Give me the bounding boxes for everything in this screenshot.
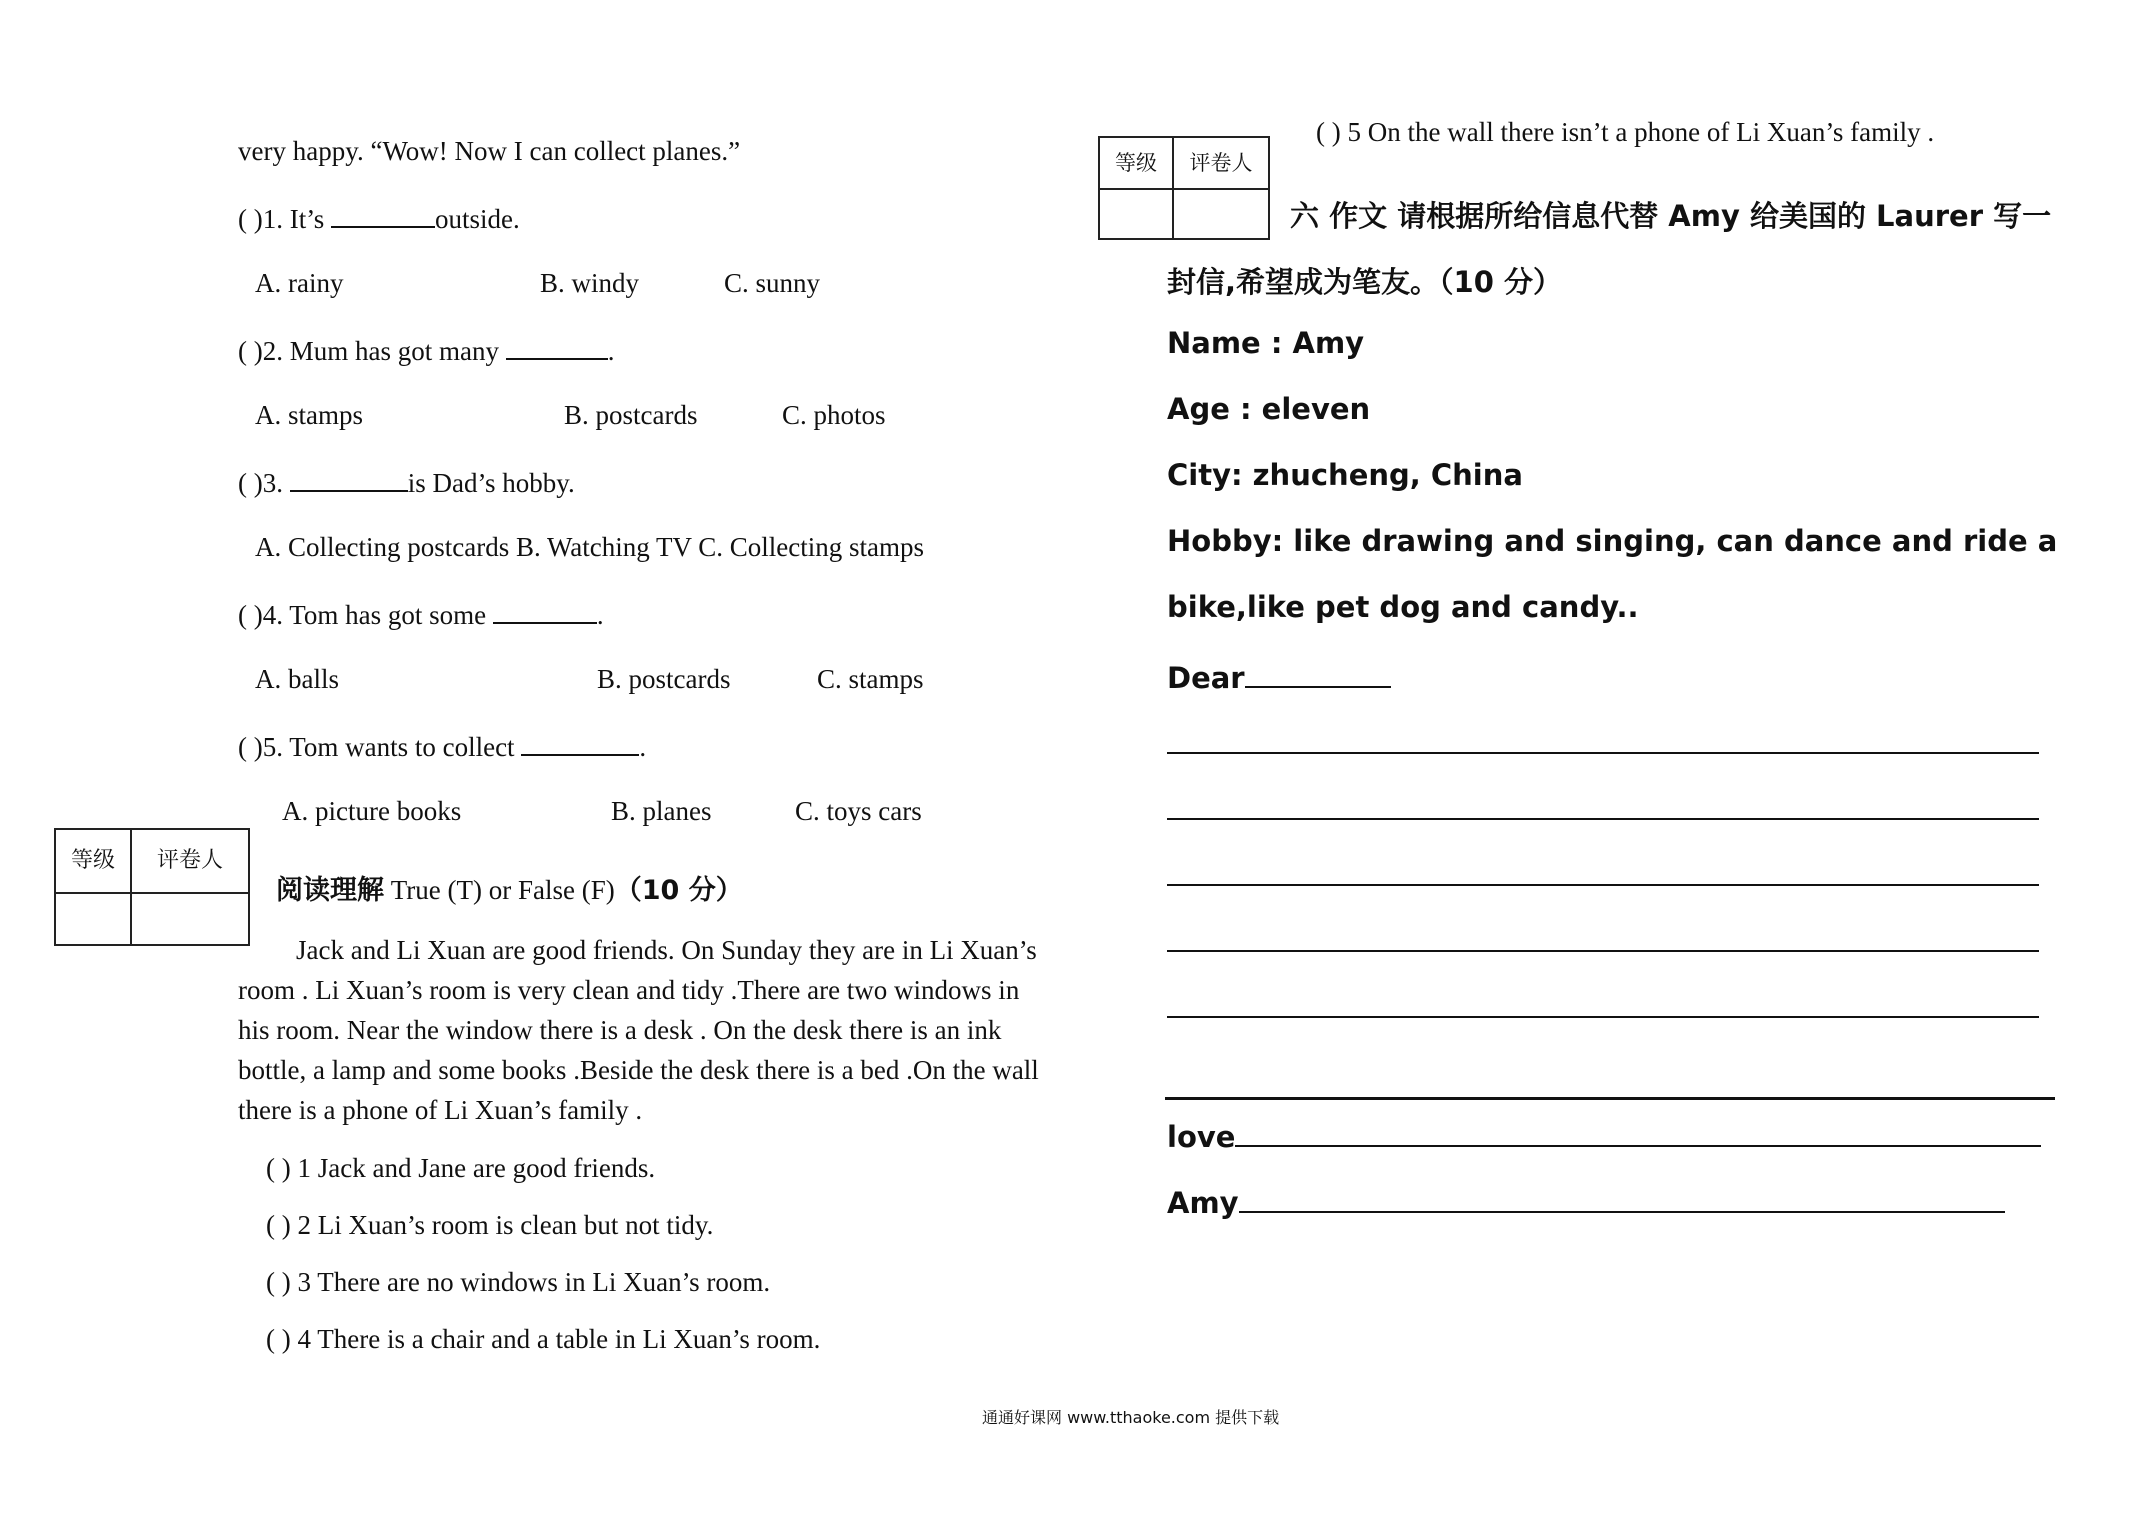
answer-blank [290, 466, 408, 492]
reading-title-cn: 阅读理解 [276, 875, 384, 906]
grader-label: 评卷人 [1174, 138, 1268, 190]
q1-option-c: C. sunny [724, 268, 821, 298]
reading-title-en: True (T) or False (F) [384, 875, 615, 905]
question-3-suffix: is Dad’s hobby. [407, 468, 575, 498]
question-5-text: ( )5. Tom wants to collect [238, 732, 522, 762]
tf-item-2: ( ) 2 Li Xuan’s room is clean but not tidy. [266, 1210, 714, 1240]
question-2-text: ( )2. Mum has got many [238, 336, 506, 366]
passage-line-1: Jack and Li Xuan are good friends. On Sunday they are in Li Xuan’s [296, 935, 1037, 965]
passage-line-5: there is a phone of Li Xuan’s family . [238, 1095, 643, 1125]
grade-box-left [54, 828, 250, 946]
answer-blank [506, 334, 608, 360]
grade-label: 等级 [56, 830, 132, 894]
q4-option-a: A. balls [255, 664, 339, 694]
question-2-suffix: . [607, 336, 615, 366]
closing-blank[interactable] [1235, 1115, 2041, 1147]
answer-blank [331, 202, 435, 228]
info-name: Name : Amy [1167, 326, 1365, 360]
writing-line[interactable] [1165, 1097, 2055, 1100]
grade-box-right [1098, 136, 1270, 240]
q4-option-b: B. postcards [597, 664, 731, 694]
composition-title-line-2: 封信,希望成为笔友。（10 分） [1167, 265, 1562, 299]
writing-line[interactable] [1167, 884, 2039, 886]
passage-line-2: room . Li Xuan’s room is very clean and tidy .There are two windows in [238, 975, 1020, 1005]
q2-option-b: B. postcards [564, 400, 698, 430]
info-hobby-line-2: bike,like pet dog and candy.. [1167, 590, 1639, 624]
info-city: City: zhucheng, China [1167, 458, 1523, 492]
grade-cell[interactable] [1100, 190, 1174, 238]
question-4 [238, 598, 604, 631]
tf-item-4: ( ) 4 There is a chair and a table in Li Xuan’s room. [266, 1324, 821, 1354]
signature-blank[interactable] [1239, 1181, 2005, 1213]
writing-line[interactable] [1167, 1016, 2039, 1018]
letter-salutation [1167, 656, 1391, 695]
q2-option-a: A. stamps [255, 400, 363, 430]
writing-line[interactable] [1167, 752, 2039, 754]
question-3 [238, 466, 575, 499]
reading-title-score: （10 分） [614, 875, 743, 906]
question-1-suffix: outside. [434, 204, 520, 234]
footer-source: 通通好课网 www.tthaoke.com 提供下载 [982, 1408, 1280, 1427]
love-label: love [1167, 1120, 1236, 1154]
question-2 [238, 334, 614, 367]
reading-section-title [276, 868, 743, 907]
question-5-suffix: . [639, 732, 647, 762]
answer-blank [521, 730, 639, 756]
info-hobby-line-1: Hobby: like drawing and singing, can dance and ride a [1167, 524, 2058, 558]
composition-title-line-1: 六 作文 请根据所给信息代替 Amy 给美国的 Laurer 写一 [1290, 199, 2052, 233]
question-4-suffix: . [596, 600, 604, 630]
dear-label: Dear [1167, 661, 1245, 695]
grade-cell[interactable] [56, 894, 132, 944]
recipient-blank[interactable] [1245, 656, 1391, 688]
signature-label: Amy [1167, 1186, 1239, 1220]
writing-line[interactable] [1167, 818, 2039, 820]
question-1 [238, 202, 520, 235]
q5-option-c: C. toys cars [795, 796, 922, 826]
q1-option-a: A. rainy [255, 268, 344, 298]
q4-option-c: C. stamps [817, 664, 924, 694]
passage-line-3: his room. Near the window there is a desk . On the desk there is an ink [238, 1015, 1002, 1045]
passage-tail: very happy. “Wow! Now I can collect planes.” [238, 136, 741, 166]
q2-option-c: C. photos [782, 400, 886, 430]
q3-options: A. Collecting postcards B. Watching TV C. Collecting stamps [255, 532, 925, 562]
question-5 [238, 730, 646, 763]
tf-item-1: ( ) 1 Jack and Jane are good friends. [266, 1153, 656, 1183]
question-1-text: ( )1. It’s [238, 204, 331, 234]
q1-option-b: B. windy [540, 268, 640, 298]
writing-line[interactable] [1167, 950, 2039, 952]
tf-item-3: ( ) 3 There are no windows in Li Xuan’s room. [266, 1267, 771, 1297]
letter-closing [1167, 1115, 2041, 1154]
passage-line-4: bottle, a lamp and some books .Beside the desk there is a bed .On the wall [238, 1055, 1039, 1085]
info-age: Age : eleven [1167, 392, 1371, 426]
q5-option-a: A. picture books [282, 796, 462, 826]
grader-cell[interactable] [132, 894, 248, 944]
grade-label: 等级 [1100, 138, 1174, 190]
grader-cell[interactable] [1174, 190, 1268, 238]
answer-blank [493, 598, 597, 624]
question-3-text: ( )3. [238, 468, 290, 498]
letter-signature [1167, 1181, 2005, 1220]
tf-item-5: ( ) 5 On the wall there isn’t a phone of Li Xuan’s family . [1316, 117, 1935, 147]
q5-option-b: B. planes [611, 796, 712, 826]
grader-label: 评卷人 [132, 830, 248, 894]
question-4-text: ( )4. Tom has got some [238, 600, 493, 630]
